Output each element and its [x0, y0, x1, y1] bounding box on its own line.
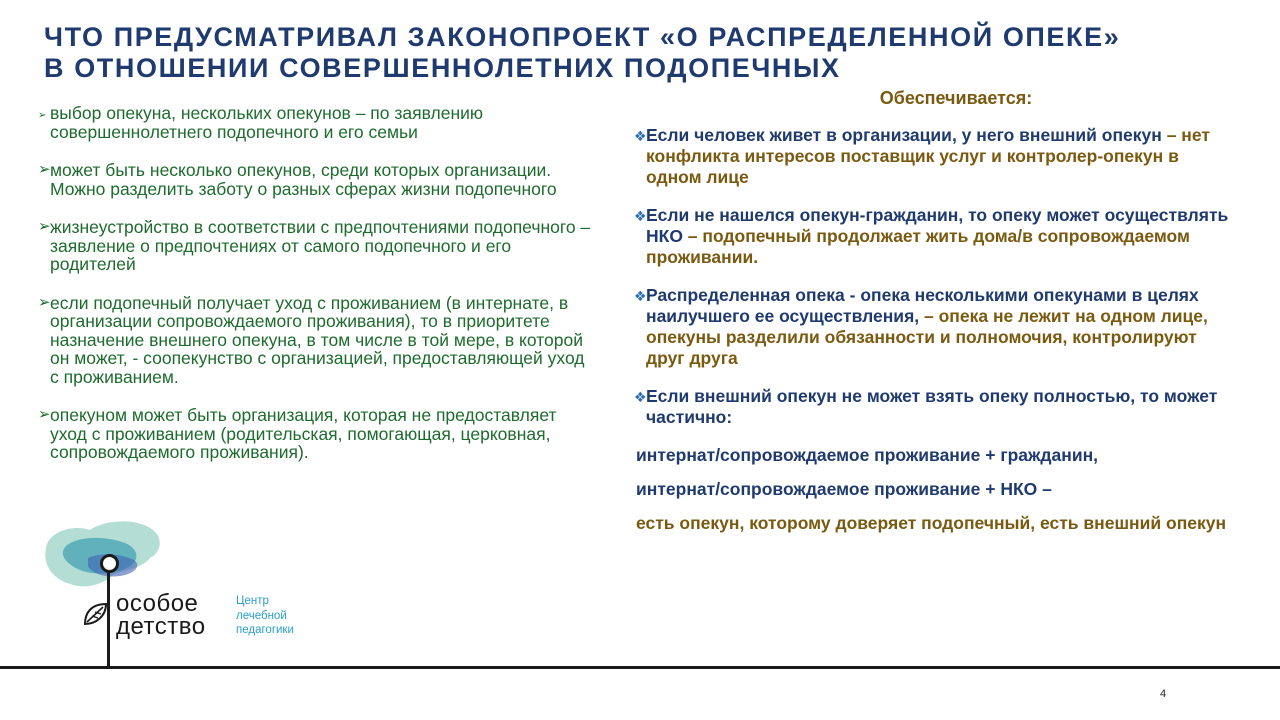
slide-title-line2: В ОТНОШЕНИИ СОВЕРШЕННОЛЕТНИХ ПОДОПЕЧНЫХ	[44, 53, 841, 83]
right-bullet-effect: – подопечный продолжает жить дома/в сопровождаемом проживании.	[646, 226, 1190, 267]
right-final-text: есть опекун, которому доверяет подопечный, есть внешний опекун	[636, 513, 1227, 533]
left-bullet-item	[36, 161, 596, 198]
right-bullet-main: Распределенная опека - опека несколькими опекунами в целях наилучшего ее осуществления,	[646, 285, 1199, 326]
logo-subtitle-line3: педагогики	[236, 624, 294, 636]
left-bullet-item	[36, 294, 596, 387]
right-bullet-item	[636, 125, 1236, 188]
four-diamond-bullet-icon: ❖	[634, 208, 647, 224]
left-bullet-text: если подопечный получает уход с проживанием (в интернате, в организации сопровождаемого проживания), то в приоритете назначение внешнего опекуна, в том числе в той мере, в которой он может, - соопекунство с организацией, предоставляющей уход с проживанием.	[50, 292, 585, 387]
arrowhead-bullet-icon: ➢	[38, 406, 51, 423]
left-bullet-item	[36, 104, 596, 141]
right-plain-line: интернат/сопровождаемое проживание + НКО –	[636, 479, 1052, 499]
four-diamond-bullet-icon: ❖	[634, 288, 647, 304]
slide-title-line1: ЧТО ПРЕДУСМАТРИВАЛ ЗАКОНОПРОЕКТ «О РАСПРЕДЕЛЕННОЙ ОПЕКЕ»	[44, 22, 1121, 52]
arrowhead-bullet-icon: ➢	[38, 293, 51, 311]
logo-wordmark	[116, 592, 206, 638]
logo-wordmark-line1: особое	[116, 590, 199, 617]
four-diamond-bullet-icon: ❖	[634, 389, 647, 405]
left-bullet-list	[36, 104, 596, 482]
right-plain-line: интернат/сопровождаемое проживание + гражданин,	[636, 445, 1099, 465]
slide-title	[44, 22, 1244, 84]
right-bullet-main: Если человек живет в организации, у него внешний опекун	[646, 125, 1162, 145]
right-bullet-item	[636, 205, 1236, 268]
logo-subtitle	[236, 594, 294, 638]
arrowhead-bullet-icon: ➢	[38, 110, 47, 121]
right-heading: Обеспечивается:	[879, 88, 1033, 108]
arrowhead-bullet-icon: ➢	[38, 161, 51, 178]
left-bullet-text: выбор опекуна, нескольких опекунов – по заявлению совершеннолетнего подопечного и его семьи	[50, 103, 484, 142]
right-bullet-effect: – нет конфликта интересов поставщик услуг и контролер-опекун в одном лице	[646, 125, 1210, 187]
logo-subtitle-line2: лечебной	[236, 609, 287, 622]
right-bullet-effect: – опека не лежит на одном лице, опекуны разделили обязанности и полномочия, контролируют друг друга	[646, 306, 1208, 368]
four-diamond-bullet-icon: ❖	[634, 128, 647, 144]
arrowhead-bullet-icon: ➢	[38, 218, 51, 235]
left-bullet-item	[36, 406, 596, 462]
logo-wordmark-line2: детство	[116, 613, 206, 640]
right-bullet-item	[636, 285, 1236, 369]
left-bullet-text: жизнеустройство в соответствии с предпочтениями подопечного – заявление о предпочтениях от самого подопечного и его родителей	[50, 217, 591, 274]
right-column	[636, 88, 1236, 547]
leaf-icon	[82, 600, 110, 630]
left-bullet-text: может быть несколько опекунов, среди которых организации. Можно разделить заботу о разных сферах жизни подопечного	[50, 160, 557, 199]
left-bullet-text: опекуном может быть организация, которая не предоставляет уход с проживанием (родительская, помогающая, церковная, сопровождаемого проживания).	[50, 405, 557, 462]
footer-divider	[0, 666, 1280, 669]
logo-subtitle-line1: Центр	[236, 595, 269, 607]
left-bullet-item	[36, 218, 596, 274]
page-number: 4	[1160, 688, 1167, 700]
right-bullet-main: Если не нашелся опекун-гражданин, то опеку может осуществлять НКО	[646, 205, 1229, 246]
right-bullet-item	[636, 386, 1236, 428]
logo-circle-icon	[100, 554, 119, 573]
right-bullet-main: Если внешний опекун не может взять опеку полностью, то может частично:	[646, 386, 1218, 427]
